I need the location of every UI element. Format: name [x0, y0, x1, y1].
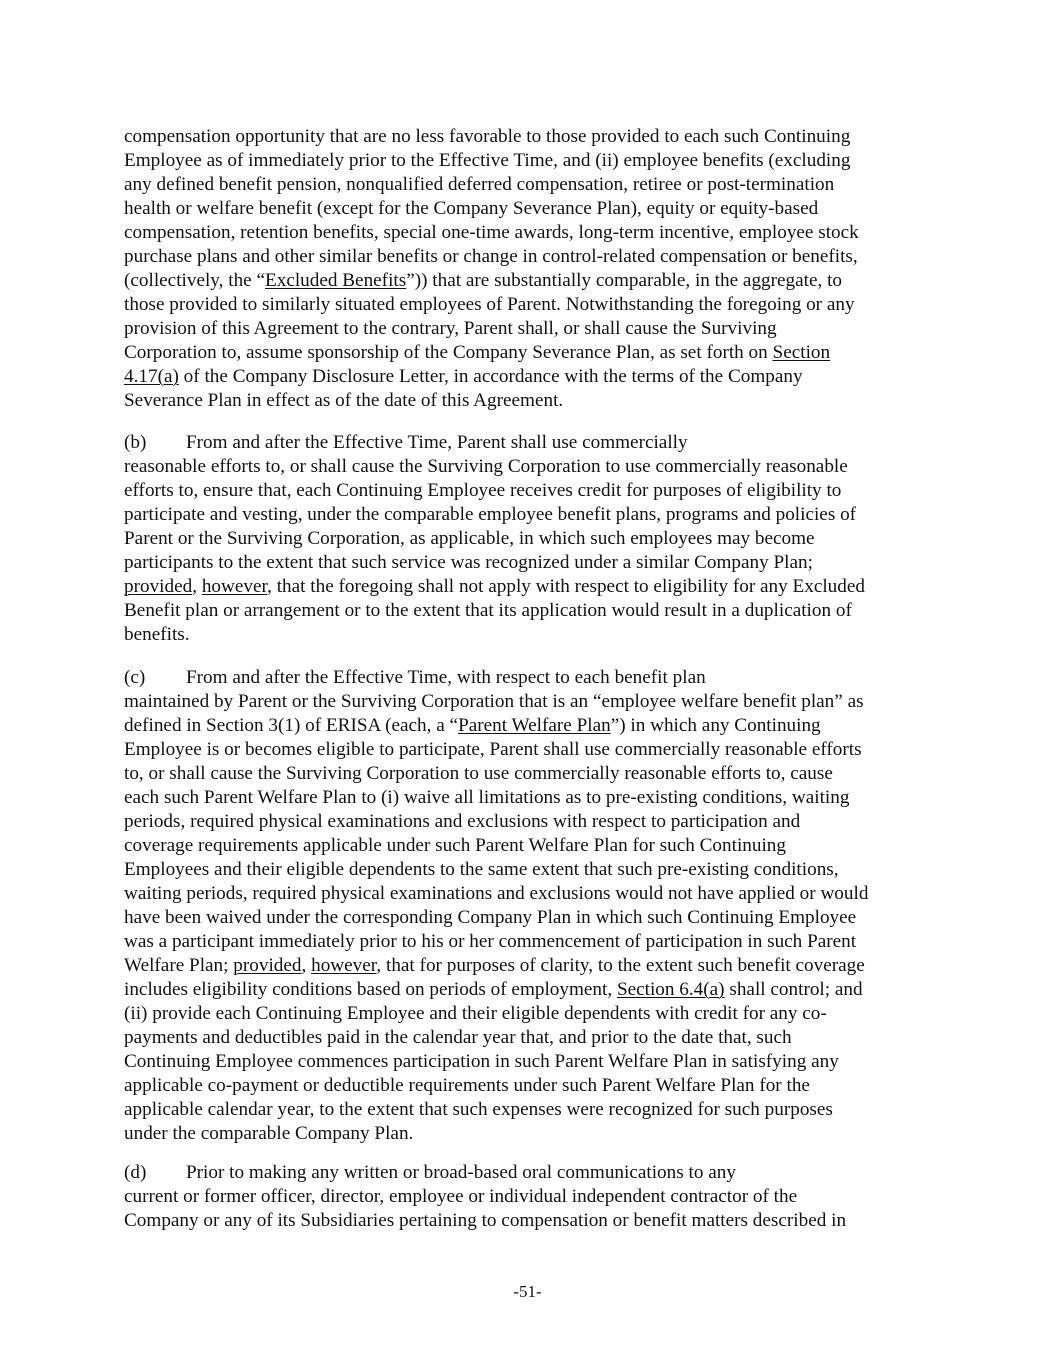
text-line [0, 1161, 944, 1185]
text-line: reasonable efforts to, or shall cause the Surviving Corporation to use commercially reasonable [124, 456, 848, 477]
section-reference: Section [772, 342, 831, 363]
text-line: Continuing Employee commences participation in such Parent Welfare Plan in satisfying any [124, 1051, 839, 1072]
text-line: Employees and their eligible dependents to the same extent that such pre-existing conditions, [124, 859, 839, 880]
text-segment: of the Company Disclosure Letter, in accordance with the terms of the Company [178, 366, 803, 387]
section-reference: Section 6.4(a) [616, 979, 725, 1000]
text-line [0, 431, 944, 455]
however-term: however [201, 576, 268, 597]
text-line: Employee as of immediately prior to the Effective Time, and (ii) employee benefits (excluding [124, 150, 851, 171]
text-line [0, 666, 944, 690]
section-reference: 4.17(a) [124, 366, 179, 387]
text-segment: , that the foregoing shall not apply with respect to eligibility for any Excluded [267, 576, 865, 597]
provided-term: provided [124, 576, 193, 597]
paragraph-label: (b) [124, 432, 147, 453]
text-line [124, 365, 944, 389]
text-line: each such Parent Welfare Plan to (i) waive all limitations as to pre-existing conditions, waiting [124, 787, 850, 808]
text-line [124, 714, 944, 738]
text-segment: includes eligibility conditions based on periods of employment, [124, 979, 617, 1000]
text-line: purchase plans and other similar benefits or change in control-related compensation or benefits, [124, 246, 858, 267]
text-line [124, 269, 944, 293]
text-segment: Prior to making any written or broad-based oral communications to any [186, 1162, 736, 1183]
text-line: participate and vesting, under the comparable employee benefit plans, programs and policies of [124, 504, 857, 525]
paragraph-label: (c) [124, 667, 146, 688]
text-line: applicable calendar year, to the extent that such expenses were recognized for such purposes [124, 1099, 833, 1120]
text-line: compensation, retention benefits, special one-time awards, long-term incentive, employee stock [124, 222, 859, 243]
text-line: Employee is or becomes eligible to participate, Parent shall use commercially reasonable efforts [124, 739, 862, 760]
paragraph-label: (d) [124, 1162, 147, 1183]
text-line: (ii) provide each Continuing Employee and their eligible dependents with credit for any co- [124, 1003, 827, 1024]
text-line [124, 978, 944, 1002]
text-line: coverage requirements applicable under such Parent Welfare Plan for such Continuing [124, 835, 786, 856]
text-line: under the comparable Company Plan. [124, 1123, 414, 1144]
text-line: participants to the extent that such service was recognized under a similar Company Plan; [124, 552, 813, 573]
text-line: was a participant immediately prior to his or her commencement of participation in such Parent [124, 931, 857, 952]
text-line: benefits. [124, 624, 190, 645]
text-line: to, or shall cause the Surviving Corporation to use commercially reasonable efforts to, cause [124, 763, 833, 784]
paragraph-d [124, 1161, 944, 1233]
text-segment: ”)) that are substantially comparable, in the aggregate, to [406, 270, 843, 291]
page-number: -51- [513, 1282, 542, 1301]
text-line [124, 954, 944, 978]
text-segment: defined in Section 3(1) of ERISA (each, a “ [124, 715, 459, 736]
text-line: provision of this Agreement to the contrary, Parent shall, or shall cause the Surviving [124, 318, 777, 339]
text-segment: ”) in which any Continuing [610, 715, 821, 736]
text-line: Company or any of its Subsidiaries pertaining to compensation or benefit matters described in [124, 1210, 847, 1231]
text-segment: From and after the Effective Time, Parent shall use commercially [186, 432, 688, 453]
text-line: Benefit plan or arrangement or to the extent that its application would result in a duplication of [124, 600, 852, 621]
defined-term-excluded-benefits: Excluded Benefits [265, 270, 407, 291]
text-line: maintained by Parent or the Surviving Corporation that is an “employee welfare benefit plan” as [124, 691, 864, 712]
paragraph-continuation [124, 125, 944, 413]
text-line: applicable co-payment or deductible requirements under such Parent Welfare Plan for the [124, 1075, 810, 1096]
text-segment: , [192, 576, 202, 597]
paragraph-c [124, 666, 944, 1146]
text-line: payments and deductibles paid in the calendar year that, and prior to the date that, such [124, 1027, 792, 1048]
text-line: those provided to similarly situated employees of Parent. Notwithstanding the foregoing or any [124, 294, 855, 315]
text-line: waiting periods, required physical examinations and exclusions would not have applied or would [124, 883, 869, 904]
provided-term: provided [233, 955, 302, 976]
text-segment: , [301, 955, 312, 976]
text-line: any defined benefit pension, nonqualified deferred compensation, retiree or post-termination [124, 174, 835, 195]
text-line: current or former officer, director, employee or individual independent contractor of the [124, 1186, 798, 1207]
however-term: however [311, 955, 377, 976]
text-segment: Corporation to, assume sponsorship of the Company Severance Plan, as set forth on [124, 342, 773, 363]
text-line: periods, required physical examinations and exclusions with respect to participation and [124, 811, 801, 832]
text-line: Severance Plan in effect as of the date of this Agreement. [124, 390, 564, 411]
paragraph-b [124, 431, 944, 647]
text-segment: shall control; and [724, 979, 863, 1000]
text-segment: From and after the Effective Time, with respect to each benefit plan [186, 667, 706, 688]
text-line [124, 341, 944, 365]
text-segment: (collectively, the “ [124, 270, 265, 291]
text-segment: , that for purposes of clarity, to the extent such benefit coverage [376, 955, 865, 976]
text-line: Parent or the Surviving Corporation, as applicable, in which such employees may become [124, 528, 815, 549]
text-segment: Welfare Plan; [124, 955, 234, 976]
defined-term-parent-welfare-plan: Parent Welfare Plan [458, 715, 611, 736]
text-line: have been waived under the corresponding Company Plan in which such Continuing Employee [124, 907, 857, 928]
text-line [124, 575, 944, 599]
text-line: efforts to, ensure that, each Continuing Employee receives credit for purposes of eligibility to [124, 480, 842, 501]
text-line: compensation opportunity that are no less favorable to those provided to each such Continuing [124, 126, 851, 147]
text-line: health or welfare benefit (except for the Company Severance Plan), equity or equity-based [124, 198, 819, 219]
